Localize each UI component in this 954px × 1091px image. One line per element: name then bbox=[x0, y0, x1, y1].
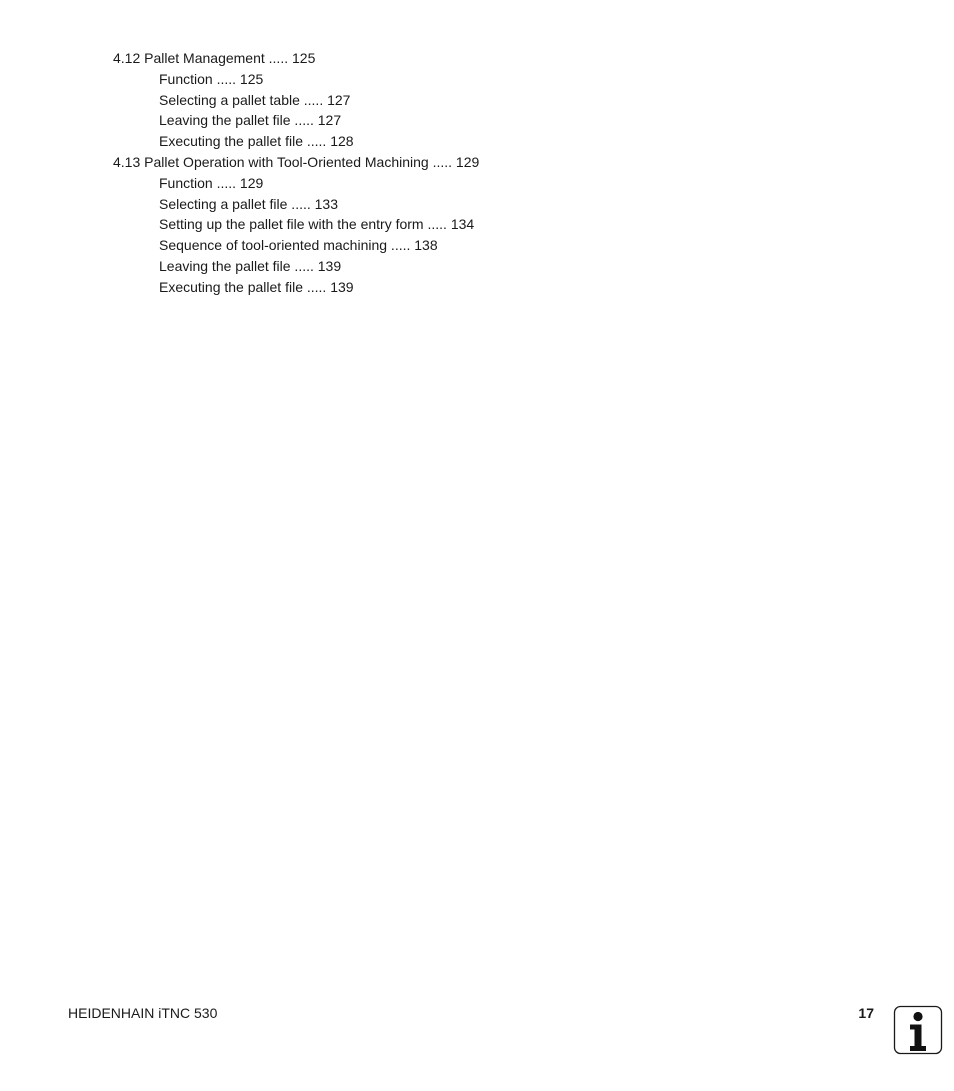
toc-entry: Executing the pallet file ..... 128 bbox=[159, 133, 354, 150]
table-of-contents bbox=[113, 48, 479, 298]
toc-entry: Leaving the pallet file ..... 139 bbox=[159, 257, 342, 274]
toc-entry: Selecting a pallet file ..... 133 bbox=[159, 195, 338, 212]
toc-entry: Sequence of tool-oriented machining ..... 138 bbox=[159, 237, 438, 254]
toc-entry: Function ..... 125 bbox=[159, 70, 264, 87]
toc-entry: Leaving the pallet file ..... 127 bbox=[159, 112, 342, 129]
page-number: 17 bbox=[858, 1005, 874, 1021]
toc-section-heading: 4.13 Pallet Operation with Tool-Oriented Machining ..... 129 bbox=[113, 153, 480, 170]
toc-section-heading: 4.12 Pallet Management ..... 125 bbox=[113, 50, 316, 66]
footer-title: HEIDENHAIN iTNC 530 bbox=[68, 1005, 218, 1021]
toc-entry: Selecting a pallet table ..... 127 bbox=[159, 91, 351, 108]
toc-entry: Function ..... 129 bbox=[159, 174, 264, 191]
info-icon bbox=[893, 1005, 943, 1055]
toc-entry: Executing the pallet file ..... 139 bbox=[159, 278, 354, 295]
toc-entry: Setting up the pallet file with the entry form ..... 134 bbox=[159, 216, 475, 233]
